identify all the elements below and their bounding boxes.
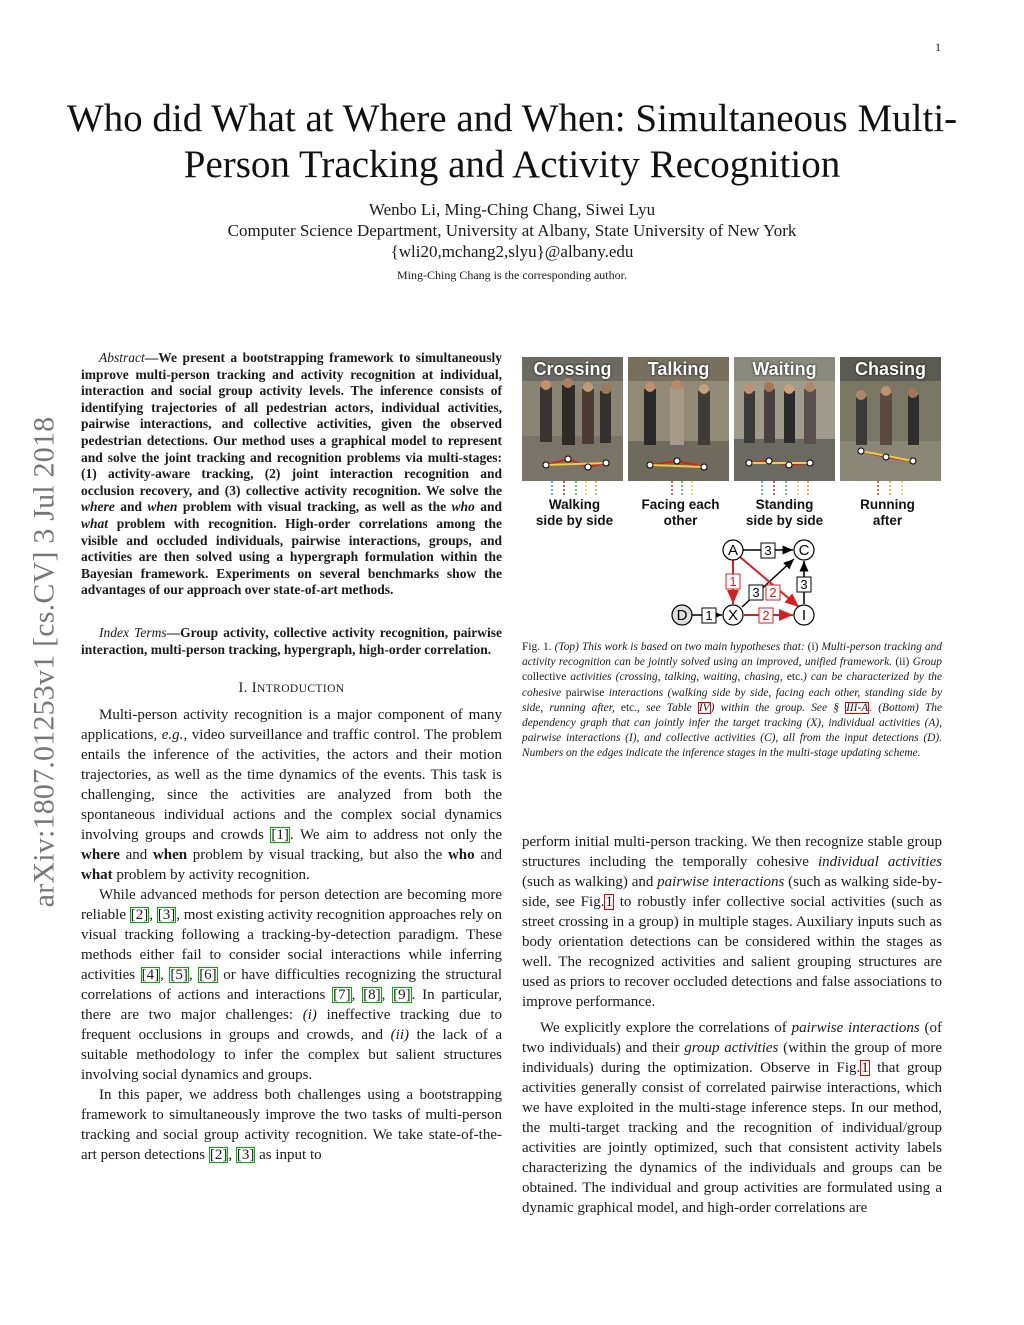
citation-link[interactable]: [2] (130, 907, 149, 924)
intro-who: who (447, 847, 475, 864)
abstract-text-1: —We present a bootstrapping framework to simultaneously improve multi-person tracking and activity recognition at individual, interaction and social group activity levels. The inference consists of identifying trajectories of all pedestrian actors, individual activities, pairwise interactions, and collective activities, given the observed pedestrian detections. Our method uses a graphical model to represent and solve the joint tracking and recognition problems via multi-stages: (1) activity-aware tracking, (2) joint interaction recognition and occlusion recovery, and (3) collective activity recognition. We solve the (81, 350, 502, 498)
caption-etc: etc. (786, 671, 803, 684)
abstract-who: who (451, 499, 475, 515)
graph-node-label: X (727, 607, 739, 624)
panel-title-waiting: Waiting (752, 359, 817, 379)
figure-caption (522, 640, 942, 762)
edge-label: 3 (800, 577, 808, 592)
edge-label: 2 (762, 608, 770, 623)
left-column (81, 350, 502, 1165)
activity-label-facing (630, 497, 731, 529)
dependency-graph (642, 537, 842, 627)
graph-node-label: D (676, 607, 688, 624)
index-terms-label: Index Terms (99, 624, 167, 640)
activity-label-line: other (663, 513, 698, 528)
activity-label-line: Running (860, 497, 915, 512)
intro-roman-i: (i) (302, 1007, 317, 1024)
intro-paragraph-1 (81, 705, 502, 885)
edge-label: 1 (705, 608, 713, 623)
intro-p2-text-a: While advanced methods for person detection are becoming more reliable (81, 887, 502, 924)
right-p2-text: (of two individuals) and their (522, 1020, 942, 1056)
authors: Wenbo Li, Ming-Ching Chang, Siwei Lyu (368, 200, 656, 219)
intro-p2-text-b: , most existing activity recognition approaches rely on visual tracking following a tracking-by-detection paradigm. These methods either fail to consider social interactions while inferring activities (81, 907, 502, 984)
intro-and: and (119, 847, 153, 864)
caption-text: ) within the group. See § (710, 701, 846, 714)
citation-link[interactable]: [5] (170, 967, 188, 984)
right-p2-text: (within the group of more individuals) during the optimization. Observe in Fig. (522, 1040, 942, 1076)
abstract-when: when (147, 499, 178, 515)
photo-panel-talking (628, 357, 729, 481)
intro-p1-text-b: , video surveillance and traffic control. The problem entails the inference of the activities, the actors and their motion trajectories, as well as the time dynamics of the events. This task is challenging, since the activities are analyzed from both the spontaneous individual actions and the complex social dynamics involving groups and crowds (81, 727, 502, 844)
email: {wli20,mchang2,slyu}@albany.edu (390, 242, 634, 261)
intro-p2-text-e: ineffective tracking due to frequent occlusions in groups and crowds, and (81, 1007, 503, 1044)
index-terms (81, 625, 502, 658)
edge-label: 3 (764, 543, 772, 558)
section-first-letter: I (251, 680, 258, 697)
intro-paragraph-3 (81, 1085, 502, 1165)
right-paragraph-1 (522, 832, 942, 1012)
arxiv-stamp (27, 368, 61, 956)
section-heading-introduction (81, 680, 502, 697)
caption-fig-label: Fig. 1. (522, 641, 555, 653)
arxiv-stamp-text: arXiv:1807.01253v1 [cs.CV] 3 Jul 2018 (27, 416, 61, 908)
activity-label-line: side by side (745, 513, 824, 528)
caption-text: . (Bottom) The dependency graph that can jointly infer the target tracking (X), individual activities (A), pairwise interactions (I), and collective activities (C), all from the input detections (D). Numbers on the edges indicate the inference stages in the multi-stage updating scheme. (522, 701, 943, 760)
corresponding-note: Ming-Ching Chang is the corresponding author. (397, 268, 627, 282)
right-p1-text: to robustly infer collective social activities (such as street crossing in a group) in multiple stages. Auxiliary inputs such as body orientation detections can be considered within the stages as well. The recognized activities and salient grouping structures are used as priors to recover occluded detections and false associations to improve performance. (522, 894, 943, 1010)
citation-link[interactable]: [3] (236, 1147, 255, 1164)
abstract-label: Abstract (99, 350, 145, 365)
section-reference-link[interactable]: III-A (846, 701, 869, 714)
caption-text: ) can be characterized by the cohesive (522, 671, 942, 699)
citation-link[interactable]: [4] (141, 967, 160, 984)
intro-and-2: and (474, 847, 502, 864)
edge-label: 2 (769, 585, 777, 600)
caption-text: (Top) This work is based on two main hypotheses that: (554, 641, 808, 653)
citation-link[interactable]: [6] (199, 967, 217, 984)
photo-panel-chasing (840, 357, 941, 481)
right-p1-text: perform initial multi-person tracking. We then recognize stable group structures including the temporally cohesive (522, 834, 942, 870)
separator: , (149, 907, 157, 924)
activity-label-running (837, 497, 938, 529)
intro-p2-text-f: the lack of a suitable methodology to infer the complex but salient structures involving social dynamics and groups. (81, 1027, 502, 1084)
citation-link[interactable]: [2] (209, 1147, 228, 1164)
intro-p3-text-a: In this paper, we address both challenges using a bootstrapping framework to simultaneously improve the two tasks of multi-person tracking and social group activity recognition. We take state-of-the-art person detections (81, 1087, 502, 1164)
citation-link[interactable]: [1] (271, 827, 289, 844)
right-p1-text: (such as walking side-by-side, see Fig. (522, 874, 942, 910)
section-rest: NTRODUCTION (257, 683, 345, 696)
activity-label-line: Facing each (641, 497, 720, 512)
abstract-and-1: and (114, 499, 148, 515)
intro-p1-text-c: . We aim to address not only the (289, 827, 502, 844)
caption-text: activities (crossing, talking, waiting, chasing, (566, 671, 787, 684)
edge-label: 1 (729, 574, 737, 589)
figure-reference-link[interactable]: 1 (861, 1060, 869, 1076)
caption-text: Multi-person tracking and activity recognition can be jointly solved using an improved, unified framework. (522, 641, 942, 669)
graph-node-label: C (798, 542, 810, 559)
caption-text: Group (909, 656, 942, 669)
right-p2-text: that group activities generally consist of correlated pairwise interactions, which we have exploited in the multi-stage inference steps. In our method, the multi-target tracking and the recognition of individual/group activities are jointly optimized, such that consistent activity labels characterizing the dynamics of the individuals and groups can be obtained. The individual and group activities are formulated using a dynamic graphical model, and high-order correlations are (522, 1060, 942, 1216)
intro-what: what (81, 867, 113, 884)
caption-text: , see Table (637, 701, 698, 714)
photo-panel-crossing (522, 357, 623, 481)
page-number: 1 (935, 40, 941, 54)
right-p1-individual: individual activities (817, 854, 942, 870)
activity-label-line: side by side (535, 513, 614, 528)
intro-p1-eg: e.g. (161, 727, 184, 744)
intro-p1-text-a: Multi-person activity recognition is a major component of many applications, (81, 707, 502, 744)
caption-roman-i: (i) (807, 641, 819, 653)
activity-label-line: after (872, 513, 903, 528)
citation-link[interactable]: [7] (333, 987, 351, 1004)
separator: , (351, 987, 363, 1004)
intro-p1-text-d: problem by visual tracking, but also the (187, 847, 448, 864)
right-p2-text: We explicitly explore the correlations of (540, 1020, 792, 1036)
separator: , (160, 967, 170, 984)
separator: , (381, 987, 393, 1004)
activity-label-standing (734, 497, 835, 529)
panel-title-talking: Talking (647, 359, 710, 379)
citation-link[interactable]: [9] (393, 987, 411, 1004)
right-p2-pairwise: pairwise interactions (791, 1020, 920, 1036)
panel-title-crossing: Crossing (533, 359, 612, 379)
caption-pairwise: pairwise (565, 686, 605, 699)
abstract-and-2: and (474, 499, 502, 515)
index-terms-text: —Group activity, collective activity recognition, pairwise interaction, multi-person tracking, hypergraph, high-order correlation. (81, 624, 502, 657)
edge-label: 3 (752, 585, 760, 600)
activity-label-walking (524, 497, 625, 529)
right-p1-text: (such as walking) and (522, 874, 658, 890)
intro-p2-text-d: . In particular, there are two major challenges: (81, 987, 503, 1024)
right-column-body (522, 832, 942, 1218)
caption-text: interactions (walking side by side, facing each other, standing side by side, running after, (522, 686, 942, 714)
abstract-what: what (81, 515, 109, 531)
figure-1 (522, 357, 942, 625)
right-p2-group: group activities (684, 1040, 779, 1056)
table-reference-link[interactable]: IV (698, 701, 710, 714)
intro-where: where (81, 847, 120, 864)
paper-title: Who did What at Where and When: Simultaneous Multi-Person Tracking and Activity Recognition (66, 97, 958, 186)
citation-link[interactable]: [3] (157, 907, 176, 924)
caption-etc: etc. (620, 701, 638, 714)
intro-paragraph-2 (81, 885, 502, 1085)
activity-label-line: Standing (755, 497, 814, 512)
panel-title-chasing: Chasing (854, 359, 926, 379)
citation-link[interactable]: [8] (363, 987, 381, 1004)
section-numeral: I. (238, 680, 252, 697)
abstract-text-3: problem with recognition. High-order correlations among the visible and occluded individuals, pairwise interactions, groups, and activities are then solved using a hypergraph formulation within the Bayesian framework. Experiments on several benchmarks show the advantages of our approach over state-of-art methods. (81, 515, 502, 598)
caption-roman-ii: (ii) (895, 656, 910, 669)
caption-collective: collective (522, 671, 567, 684)
photo-panel-waiting (734, 357, 835, 481)
intro-when: when (152, 847, 188, 864)
intro-p1-text-e: problem by activity recognition. (112, 867, 310, 884)
right-paragraph-2 (522, 1018, 942, 1218)
affiliation: Computer Science Department, University at Albany, State University of New York (227, 221, 797, 240)
right-p1-pairwise: pairwise interactions (657, 874, 785, 890)
separator: , (228, 1147, 236, 1164)
separator: , (188, 967, 199, 984)
intro-p2-text-c: or have difficulties recognizing the structural correlations of actions and interactions (81, 967, 503, 1004)
activity-label-line: Walking (548, 497, 601, 512)
abstract (81, 350, 502, 599)
graph-node-label: A (727, 542, 739, 559)
abstract-text-2: problem with visual tracking, as well as the (177, 499, 452, 515)
figure-reference-link[interactable]: 1 (605, 894, 613, 910)
intro-roman-ii: (ii) (390, 1027, 409, 1044)
graph-node-label: I (801, 607, 807, 624)
intro-p3-text-b: as input to (255, 1147, 322, 1164)
abstract-where: where (81, 499, 115, 515)
